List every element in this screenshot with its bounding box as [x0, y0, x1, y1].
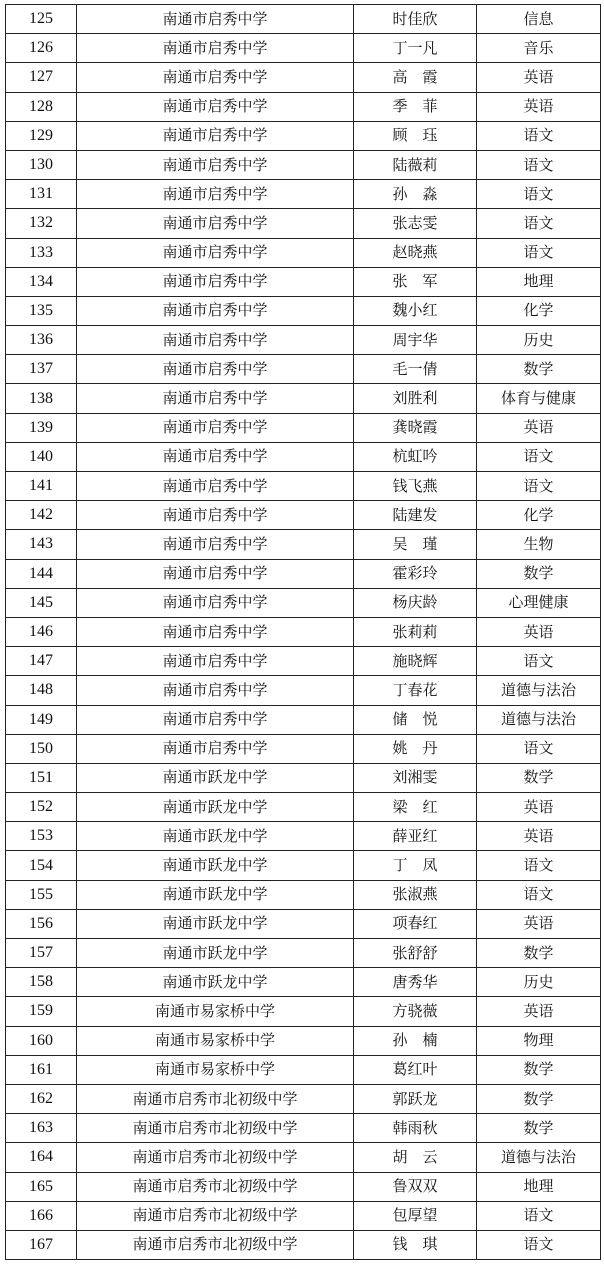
subject-cell: 化学 [477, 296, 601, 325]
table-row [6, 676, 601, 705]
school-name-cell: 南通市启秀中学 [77, 734, 354, 763]
subject-cell: 音乐 [477, 34, 601, 63]
teacher-name-cell: 张莉莉 [354, 617, 477, 646]
table-row [6, 734, 601, 763]
row-number-cell: 165 [6, 1172, 77, 1201]
subject-cell: 地理 [477, 267, 601, 296]
school-name-cell: 南通市跃龙中学 [77, 939, 354, 968]
subject-cell: 生物 [477, 530, 601, 559]
teacher-name-cell: 丁春花 [354, 676, 477, 705]
table-row [6, 5, 601, 34]
subject-cell: 历史 [477, 326, 601, 355]
row-number-cell: 152 [6, 793, 77, 822]
teacher-name-cell: 姚 丹 [354, 734, 477, 763]
subject-cell: 语文 [477, 150, 601, 179]
school-name-cell: 南通市启秀市北初级中学 [77, 1114, 354, 1143]
row-number-cell: 130 [6, 150, 77, 179]
row-number-cell: 157 [6, 939, 77, 968]
row-number-cell: 138 [6, 384, 77, 413]
school-name-cell: 南通市启秀中学 [77, 267, 354, 296]
table-row [6, 1114, 601, 1143]
school-name-cell: 南通市跃龙中学 [77, 793, 354, 822]
table-row [6, 209, 601, 238]
row-number-cell: 162 [6, 1084, 77, 1113]
subject-cell: 英语 [477, 822, 601, 851]
table-row [6, 267, 601, 296]
teacher-name-cell: 梁 红 [354, 793, 477, 822]
row-number-cell: 128 [6, 92, 77, 121]
row-number-cell: 163 [6, 1114, 77, 1143]
table-row [6, 851, 601, 880]
teacher-name-cell: 孙 楠 [354, 1026, 477, 1055]
subject-cell: 语文 [477, 121, 601, 150]
table-row [6, 92, 601, 121]
table-row [6, 355, 601, 384]
subject-cell: 语文 [477, 472, 601, 501]
school-name-cell: 南通市启秀中学 [77, 209, 354, 238]
subject-cell: 地理 [477, 1172, 601, 1201]
teacher-name-cell: 韩雨秋 [354, 1114, 477, 1143]
table-row [6, 1230, 601, 1259]
school-name-cell: 南通市启秀中学 [77, 34, 354, 63]
teacher-name-cell: 毛一倩 [354, 355, 477, 384]
teacher-name-cell: 胡 云 [354, 1143, 477, 1172]
row-number-cell: 166 [6, 1201, 77, 1230]
school-name-cell: 南通市启秀中学 [77, 150, 354, 179]
subject-cell: 数学 [477, 763, 601, 792]
school-name-cell: 南通市启秀中学 [77, 121, 354, 150]
school-name-cell: 南通市启秀中学 [77, 588, 354, 617]
teacher-name-cell: 储 悦 [354, 705, 477, 734]
row-number-cell: 133 [6, 238, 77, 267]
table-row [6, 1201, 601, 1230]
table-row [6, 909, 601, 938]
table-row [6, 530, 601, 559]
table-row [6, 326, 601, 355]
row-number-cell: 159 [6, 997, 77, 1026]
teacher-name-cell: 魏小红 [354, 296, 477, 325]
teacher-name-cell: 孙 淼 [354, 180, 477, 209]
table-row [6, 705, 601, 734]
school-name-cell: 南通市易家桥中学 [77, 1026, 354, 1055]
subject-cell: 英语 [477, 92, 601, 121]
teacher-name-cell: 陆建发 [354, 501, 477, 530]
table-row [6, 180, 601, 209]
table-row [6, 1055, 601, 1084]
teacher-name-cell: 钱 琪 [354, 1230, 477, 1259]
school-name-cell: 南通市启秀中学 [77, 384, 354, 413]
row-number-cell: 134 [6, 267, 77, 296]
subject-cell: 体育与健康 [477, 384, 601, 413]
row-number-cell: 142 [6, 501, 77, 530]
table-row [6, 1172, 601, 1201]
teacher-name-cell: 张淑燕 [354, 880, 477, 909]
subject-cell: 数学 [477, 1114, 601, 1143]
school-name-cell: 南通市启秀中学 [77, 530, 354, 559]
row-number-cell: 158 [6, 968, 77, 997]
teacher-name-cell: 周宇华 [354, 326, 477, 355]
row-number-cell: 144 [6, 559, 77, 588]
school-name-cell: 南通市跃龙中学 [77, 822, 354, 851]
row-number-cell: 156 [6, 909, 77, 938]
subject-cell: 历史 [477, 968, 601, 997]
school-name-cell: 南通市跃龙中学 [77, 968, 354, 997]
subject-cell: 化学 [477, 501, 601, 530]
school-name-cell: 南通市启秀市北初级中学 [77, 1084, 354, 1113]
school-name-cell: 南通市启秀中学 [77, 676, 354, 705]
school-name-cell: 南通市启秀中学 [77, 63, 354, 92]
school-name-cell: 南通市启秀中学 [77, 472, 354, 501]
teacher-name-cell: 项春红 [354, 909, 477, 938]
table-row [6, 1084, 601, 1113]
row-number-cell: 140 [6, 442, 77, 471]
row-number-cell: 141 [6, 472, 77, 501]
school-name-cell: 南通市启秀中学 [77, 92, 354, 121]
row-number-cell: 136 [6, 326, 77, 355]
school-name-cell: 南通市跃龙中学 [77, 880, 354, 909]
table-row [6, 588, 601, 617]
row-number-cell: 147 [6, 647, 77, 676]
school-name-cell: 南通市启秀市北初级中学 [77, 1172, 354, 1201]
teacher-name-cell: 霍彩玲 [354, 559, 477, 588]
school-name-cell: 南通市启秀中学 [77, 355, 354, 384]
table-row [6, 968, 601, 997]
row-number-cell: 146 [6, 617, 77, 646]
subject-cell: 语文 [477, 180, 601, 209]
row-number-cell: 145 [6, 588, 77, 617]
school-name-cell: 南通市启秀中学 [77, 5, 354, 34]
subject-cell: 语文 [477, 442, 601, 471]
table-row [6, 1143, 601, 1172]
row-number-cell: 126 [6, 34, 77, 63]
teacher-name-cell: 吴 瑾 [354, 530, 477, 559]
row-number-cell: 153 [6, 822, 77, 851]
school-name-cell: 南通市启秀市北初级中学 [77, 1143, 354, 1172]
teacher-name-cell: 刘湘雯 [354, 763, 477, 792]
school-name-cell: 南通市易家桥中学 [77, 1055, 354, 1084]
subject-cell: 道德与法治 [477, 676, 601, 705]
school-name-cell: 南通市启秀中学 [77, 647, 354, 676]
teacher-name-cell: 包厚望 [354, 1201, 477, 1230]
teacher-name-cell: 季 菲 [354, 92, 477, 121]
table-row [6, 617, 601, 646]
subject-cell: 英语 [477, 413, 601, 442]
subject-cell: 英语 [477, 617, 601, 646]
school-name-cell: 南通市启秀市北初级中学 [77, 1201, 354, 1230]
school-name-cell: 南通市易家桥中学 [77, 997, 354, 1026]
table-row [6, 763, 601, 792]
school-name-cell: 南通市启秀中学 [77, 559, 354, 588]
row-number-cell: 129 [6, 121, 77, 150]
table-row [6, 997, 601, 1026]
table-row [6, 442, 601, 471]
teacher-name-cell: 鲁双双 [354, 1172, 477, 1201]
teacher-name-cell: 高 霞 [354, 63, 477, 92]
teacher-name-cell: 郭跃龙 [354, 1084, 477, 1113]
subject-cell: 语文 [477, 209, 601, 238]
teacher-name-cell: 方骁薇 [354, 997, 477, 1026]
teacher-name-cell: 杭虹吟 [354, 442, 477, 471]
row-number-cell: 149 [6, 705, 77, 734]
teacher-name-cell: 施晓辉 [354, 647, 477, 676]
school-name-cell: 南通市跃龙中学 [77, 909, 354, 938]
row-number-cell: 164 [6, 1143, 77, 1172]
row-number-cell: 167 [6, 1230, 77, 1259]
row-number-cell: 155 [6, 880, 77, 909]
teacher-name-cell: 时佳欣 [354, 5, 477, 34]
table-row [6, 238, 601, 267]
table-row [6, 822, 601, 851]
school-name-cell: 南通市启秀中学 [77, 326, 354, 355]
row-number-cell: 139 [6, 413, 77, 442]
subject-cell: 心理健康 [477, 588, 601, 617]
row-number-cell: 154 [6, 851, 77, 880]
subject-cell: 语文 [477, 851, 601, 880]
teacher-name-cell: 钱飞燕 [354, 472, 477, 501]
table-row [6, 413, 601, 442]
school-name-cell: 南通市启秀中学 [77, 180, 354, 209]
row-number-cell: 161 [6, 1055, 77, 1084]
school-name-cell: 南通市启秀中学 [77, 413, 354, 442]
school-name-cell: 南通市启秀中学 [77, 296, 354, 325]
row-number-cell: 132 [6, 209, 77, 238]
table-body [6, 5, 601, 1260]
school-name-cell: 南通市启秀中学 [77, 617, 354, 646]
table-row [6, 472, 601, 501]
table-row [6, 384, 601, 413]
table-row [6, 880, 601, 909]
teacher-name-cell: 张 军 [354, 267, 477, 296]
row-number-cell: 125 [6, 5, 77, 34]
school-name-cell: 南通市跃龙中学 [77, 851, 354, 880]
row-number-cell: 143 [6, 530, 77, 559]
subject-cell: 物理 [477, 1026, 601, 1055]
school-name-cell: 南通市启秀中学 [77, 442, 354, 471]
teacher-name-cell: 张志雯 [354, 209, 477, 238]
row-number-cell: 137 [6, 355, 77, 384]
table-row [6, 150, 601, 179]
subject-cell: 信息 [477, 5, 601, 34]
teacher-name-cell: 丁一凡 [354, 34, 477, 63]
subject-cell: 英语 [477, 63, 601, 92]
table-row [6, 296, 601, 325]
subject-cell: 数学 [477, 939, 601, 968]
teacher-name-cell: 刘胜利 [354, 384, 477, 413]
row-number-cell: 148 [6, 676, 77, 705]
school-name-cell: 南通市启秀市北初级中学 [77, 1230, 354, 1259]
subject-cell: 语文 [477, 734, 601, 763]
school-name-cell: 南通市跃龙中学 [77, 763, 354, 792]
teacher-name-cell: 龚晓霞 [354, 413, 477, 442]
teacher-name-cell: 薛亚红 [354, 822, 477, 851]
teacher-name-cell: 丁 凤 [354, 851, 477, 880]
subject-cell: 英语 [477, 997, 601, 1026]
teacher-name-cell: 陆薇莉 [354, 150, 477, 179]
table-row [6, 647, 601, 676]
teacher-name-cell: 赵晓燕 [354, 238, 477, 267]
row-number-cell: 150 [6, 734, 77, 763]
subject-cell: 道德与法治 [477, 705, 601, 734]
row-number-cell: 151 [6, 763, 77, 792]
table-row [6, 1026, 601, 1055]
table-row [6, 793, 601, 822]
subject-cell: 语文 [477, 880, 601, 909]
table-row [6, 501, 601, 530]
school-name-cell: 南通市启秀中学 [77, 238, 354, 267]
teacher-name-cell: 葛红叶 [354, 1055, 477, 1084]
table-row [6, 63, 601, 92]
subject-cell: 数学 [477, 559, 601, 588]
subject-cell: 英语 [477, 909, 601, 938]
table-row [6, 559, 601, 588]
teacher-name-cell: 杨庆龄 [354, 588, 477, 617]
table-row [6, 121, 601, 150]
subject-cell: 数学 [477, 355, 601, 384]
teacher-name-cell: 唐秀华 [354, 968, 477, 997]
subject-cell: 数学 [477, 1084, 601, 1113]
table-row [6, 34, 601, 63]
subject-cell: 道德与法治 [477, 1143, 601, 1172]
school-name-cell: 南通市启秀中学 [77, 705, 354, 734]
subject-cell: 数学 [477, 1055, 601, 1084]
table-row [6, 939, 601, 968]
row-number-cell: 135 [6, 296, 77, 325]
school-name-cell: 南通市启秀中学 [77, 501, 354, 530]
subject-cell: 语文 [477, 647, 601, 676]
teacher-list-table [5, 4, 601, 1260]
teacher-name-cell: 顾 珏 [354, 121, 477, 150]
row-number-cell: 160 [6, 1026, 77, 1055]
subject-cell: 语文 [477, 1230, 601, 1259]
subject-cell: 英语 [477, 793, 601, 822]
teacher-name-cell: 张舒舒 [354, 939, 477, 968]
subject-cell: 语文 [477, 238, 601, 267]
row-number-cell: 127 [6, 63, 77, 92]
row-number-cell: 131 [6, 180, 77, 209]
subject-cell: 语文 [477, 1201, 601, 1230]
